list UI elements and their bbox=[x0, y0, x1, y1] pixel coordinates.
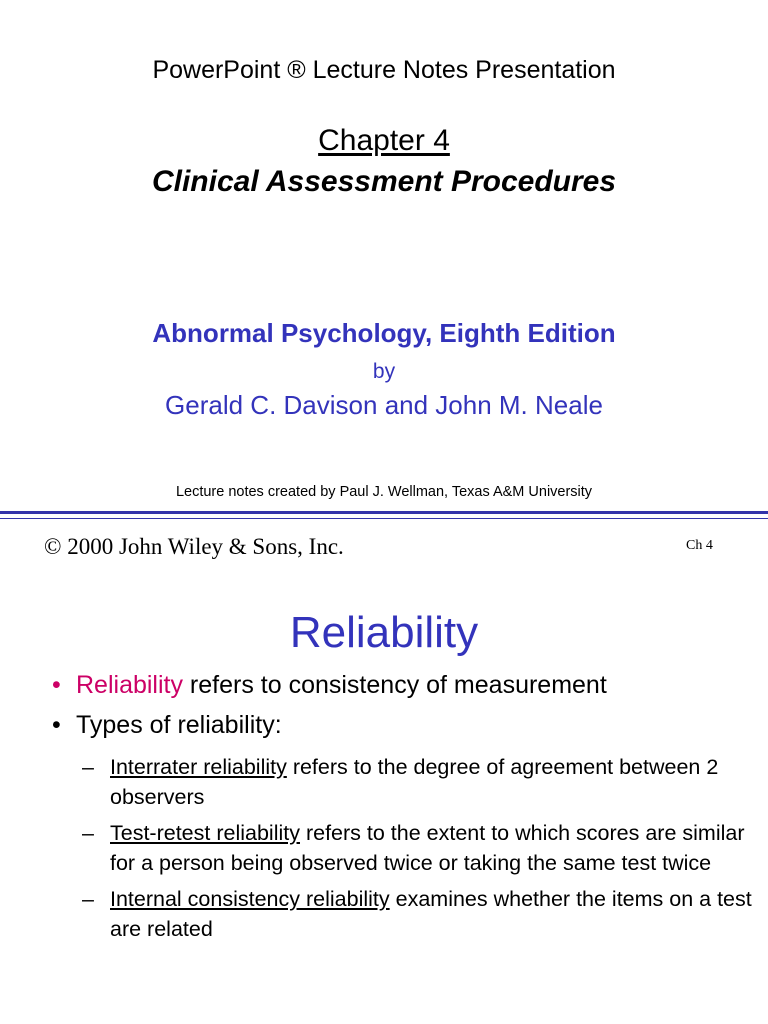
term-internal-consistency: Internal consistency reliability bbox=[110, 887, 390, 911]
reliability-slide bbox=[0, 588, 768, 1024]
reliability-term: Reliability bbox=[76, 671, 183, 699]
dash-icon: – bbox=[82, 887, 94, 911]
presentation-header: PowerPoint ® Lecture Notes Presentation bbox=[152, 56, 616, 84]
bullet-item bbox=[52, 670, 752, 700]
credit-line: Lecture notes created by Paul J. Wellman, Texas A&M University bbox=[175, 484, 593, 500]
term-test-retest: Test-retest reliability bbox=[110, 821, 300, 845]
bullet-item bbox=[52, 710, 752, 944]
copyright-notice: © 2000 John Wiley & Sons, Inc. bbox=[44, 534, 344, 559]
authors: Gerald C. Davison and John M. Neale bbox=[165, 390, 603, 420]
dash-icon: – bbox=[82, 821, 94, 845]
chapter-subtitle: Clinical Assessment Procedures bbox=[151, 165, 617, 198]
dash-icon: – bbox=[82, 755, 94, 779]
bullet-icon: • bbox=[52, 711, 61, 739]
book-title: Abnormal Psychology, Eighth Edition bbox=[152, 318, 616, 348]
slide-title: Reliability bbox=[289, 608, 479, 657]
sub-bullet-text: refers to the extent to which scores are similar for a person being observed twice or taking the same test twice bbox=[110, 821, 745, 875]
term-interrater: Interrater reliability bbox=[110, 755, 287, 779]
bullet-text: refers to consistency of measurement bbox=[182, 671, 607, 699]
bullet-list bbox=[52, 670, 752, 954]
sub-bullet-text: examines whether the items on a test are related bbox=[110, 887, 752, 941]
sub-bullet-item bbox=[82, 884, 752, 944]
bullet-icon: • bbox=[52, 671, 61, 699]
sub-bullet-item bbox=[82, 752, 752, 812]
divider-thick bbox=[0, 511, 768, 514]
sub-bullet-item bbox=[82, 818, 752, 878]
chapter-number: Ch 4 bbox=[686, 538, 713, 553]
sub-bullet-text: refers to the degree of agreement between 2 observers bbox=[110, 755, 719, 809]
chapter-heading bbox=[0, 124, 768, 158]
bullet-text: Types of reliability: bbox=[76, 711, 282, 739]
by-text: by bbox=[372, 360, 396, 383]
sub-bullet-list bbox=[76, 752, 752, 944]
divider-thin bbox=[0, 518, 768, 519]
chapter-label: Chapter 4 bbox=[318, 124, 450, 157]
